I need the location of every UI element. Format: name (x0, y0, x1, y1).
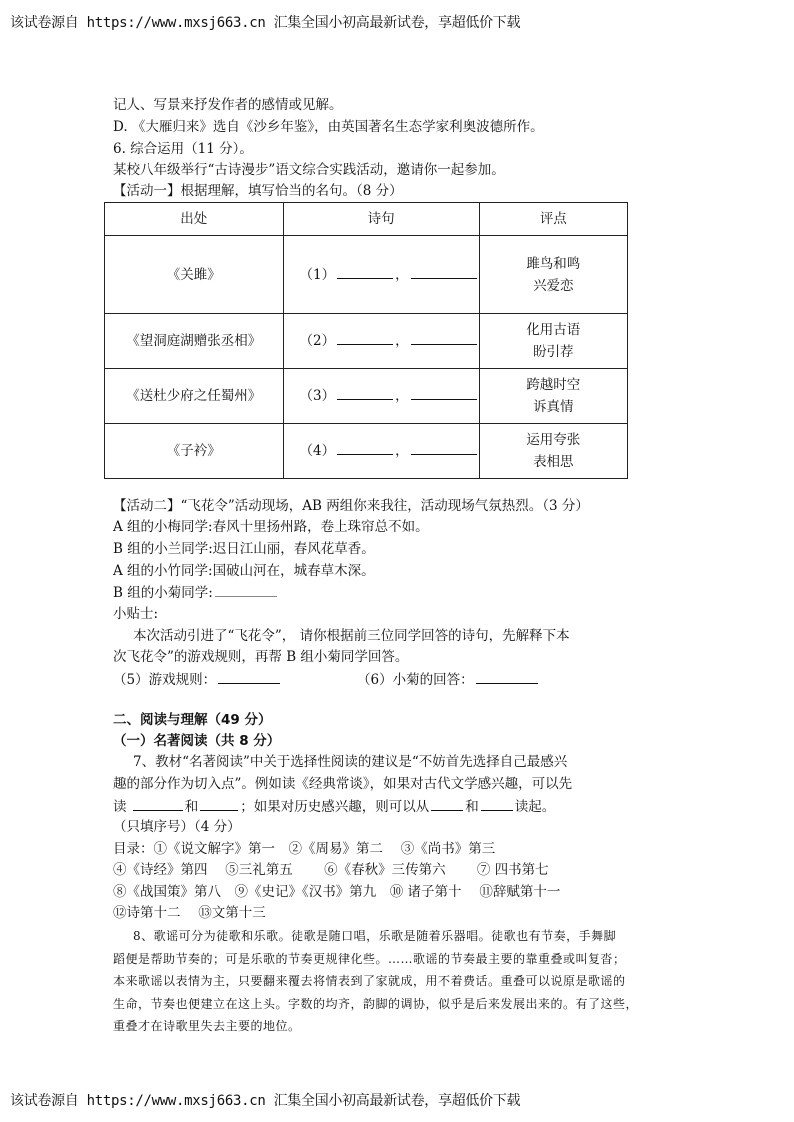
row-verse (283, 424, 479, 479)
passage-line: 8、歌谣可分为徒歌和乐歌。徒歌是随口唱，乐歌是随着乐器唱。徒歌也有节奏，手舞脚 (133, 929, 617, 943)
row-number: （3） (299, 388, 336, 404)
header-source: 出处 (105, 203, 284, 236)
header-comment: 评点 (479, 203, 627, 236)
poem-table (104, 202, 628, 479)
answer-blank[interactable] (133, 797, 183, 811)
row-verse (283, 369, 479, 424)
comment-line: 兴爱恋 (533, 277, 574, 294)
answer-blank[interactable] (337, 265, 393, 279)
comment-line: 跨越时空 (526, 377, 581, 393)
question-5 (113, 670, 282, 689)
q7-line-3 (113, 797, 555, 816)
answer-blank[interactable] (481, 797, 513, 811)
tip-line-1: 本次活动引进了“飞花令”， 请你根据前三位同学回答的诗句，先解释下本 (133, 628, 570, 644)
q5-label: （5）游戏规则： (113, 672, 217, 688)
passage-line: 重叠才在诗歌里失去主要的地位。 (113, 1019, 301, 1033)
comment-line: 诉真情 (533, 399, 574, 415)
q7-line-4: （只填序号）（4 分） (113, 819, 241, 835)
group-a-answer-1: A 组的小梅同学:春风十里扬州路，卷上珠帘总不如。 (113, 519, 429, 535)
answer-blank[interactable] (431, 797, 463, 811)
tip-line-2: 次飞花令”的游戏规则，再帮 B 组小菊同学回答。 (113, 649, 409, 665)
table-row (105, 314, 628, 369)
toc-line-1: 目录：①《说文解字》第一 ②《周易》第二 ③《尚书》第三 (113, 841, 496, 857)
q6-label: （6）小菊的回答： (357, 672, 474, 688)
row-source: 《送杜少府之任蜀州》 (105, 369, 284, 424)
page-footer: 该试卷源自 https://www.mxsj663.cn 汇集全国小初高最新试卷，享超低价下载 (10, 1093, 521, 1109)
activity-1-title: 【活动一】根据理解，填写恰当的名句。（8 分） (113, 183, 403, 199)
comment-line: 运用夸张 (526, 432, 581, 448)
row-comment (479, 236, 627, 314)
subsection-1-title: （一）名著阅读（共 8 分） (113, 733, 281, 749)
comment-line: 表相思 (533, 454, 574, 470)
answer-blank[interactable] (411, 331, 477, 345)
question-6 (357, 670, 540, 689)
passage-line: 生命，节奏也便建立在这上头。字数的均齐，韵脚的调协，似乎是后来发展出来的。有了这些， (113, 996, 639, 1011)
answer-blank[interactable] (411, 441, 477, 455)
row-comment (479, 424, 627, 479)
q7-text: 和 (184, 799, 199, 815)
row-verse (283, 314, 479, 369)
answer-blank[interactable] (337, 331, 393, 345)
row-comment (479, 314, 627, 369)
passage-line: 本来歌谣以表情为主，只要翻来覆去将情表到了家就成，用不着费话。重叠可以说原是歌谣的 (113, 974, 626, 988)
q8-passage (113, 925, 688, 1038)
row-number: （2） (299, 333, 336, 349)
answer-blank[interactable] (411, 265, 477, 279)
answer-blank[interactable] (476, 670, 538, 684)
q7-text: 和 (465, 799, 479, 815)
comma: ， (395, 266, 409, 283)
q7-text: 读起。 (514, 799, 556, 815)
answer-blank[interactable] (215, 583, 277, 597)
q7-text: ；如果对历史感兴趣，则可以从 (240, 799, 430, 815)
row-source: 《望洞庭湖赠张丞相》 (105, 314, 284, 369)
activity-2-title: 【活动二】“飞花令”活动现场，AB 两组你来我往，活动现场气氛热烈。（3 分） (113, 498, 589, 514)
page-header: 该试卷源自 https://www.mxsj663.cn 汇集全国小初高最新试卷，享超低价下载 (10, 15, 521, 31)
option-d: D. 《大雁归来》选自《沙乡年鉴》，由英国著名生态学家利奥波德所作。 (113, 119, 544, 135)
row-number: （4） (299, 443, 336, 459)
toc-line-3: ⑧《战国策》第八 ⑨《史记》《汉书》第九 ⑩ 诸子第十 ⑪辞赋第十一 (113, 884, 561, 900)
group-a-answer-2: A 组的小竹同学:国破山河在，城春草木深。 (113, 563, 375, 579)
group-b-label: B 组的小菊同学: (113, 585, 213, 601)
toc-line-2: ④《诗经》第四 ⑤三礼第五 ⑥《春秋》三传第六 ⑦ 四书第七 (113, 862, 549, 878)
comma: ， (395, 333, 409, 349)
row-number: （1） (299, 266, 336, 283)
comment-line: 盼引荐 (533, 344, 574, 360)
header-verse: 诗句 (283, 203, 479, 236)
answer-blank[interactable] (411, 386, 477, 400)
question-6-title: 6. 综合运用（11 分）。 (113, 141, 253, 157)
group-b-answer-1: B 组的小兰同学:迟日江山丽，春风花草香。 (113, 541, 375, 557)
row-source: 《子衿》 (105, 424, 284, 479)
answer-blank[interactable] (200, 797, 238, 811)
table-row (105, 369, 628, 424)
section-2-title: 二、阅读与理解（49 分） (113, 712, 272, 728)
group-b-answer-2 (113, 583, 279, 602)
answer-blank[interactable] (337, 441, 393, 455)
comma: ， (395, 443, 409, 459)
scenario-text: 某校八年级举行“古诗漫步”语文综合实践活动，邀请你一起参加。 (113, 162, 505, 178)
comment-line: 雎鸟和鸣 (526, 255, 581, 272)
table-row (105, 424, 628, 479)
intro-line-1: 记人、写景来抒发作者的感情或见解。 (113, 97, 343, 113)
tip-label: 小贴士: (113, 606, 159, 622)
q7-text: 读 (113, 799, 127, 815)
answer-blank[interactable] (337, 386, 393, 400)
row-source: 《关雎》 (105, 236, 284, 314)
answer-blank[interactable] (218, 670, 280, 684)
row-comment (479, 369, 627, 424)
passage-line: 蹈便是帮助节奏的；可是乐歌的节奏更规律化些。……歌谣的节奏最主要的靠重叠或叫复沓； (113, 951, 626, 966)
toc-line-4: ⑫诗第十二 ⑬文第十三 (113, 905, 266, 921)
comment-line: 化用古语 (526, 322, 581, 338)
comma: ， (395, 388, 409, 404)
row-verse (283, 236, 479, 314)
q7-line-1: 7、教材“名著阅读”中关于选择性阅读的建议是“不妨首先选择自己最感兴 (133, 754, 568, 770)
table-row (105, 236, 628, 314)
q7-line-2: 趣的部分作为切入点”。例如读《经典常谈》，如果对古代文学感兴趣，可以先 (113, 776, 573, 792)
